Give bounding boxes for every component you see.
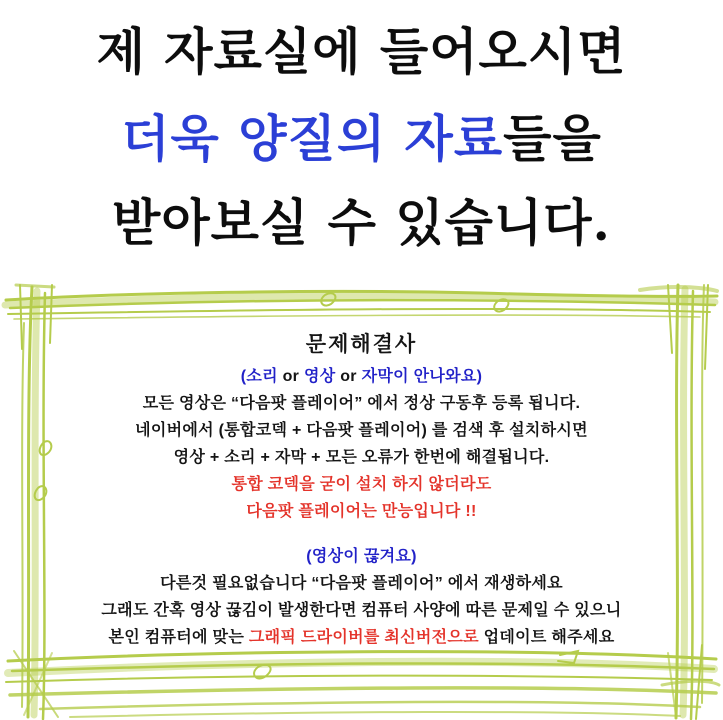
section2-line-3-highlight: 그래픽 드라이버를 최신버전으로: [248, 629, 479, 646]
section1-subtitle-or1: or: [282, 368, 300, 385]
header-line-1: 제 자료실에 들어오시면: [96, 22, 627, 81]
section1-subtitle-or2: or: [340, 368, 357, 385]
section1-subtitle-part3: 자막이 안나와요): [356, 368, 483, 385]
section1-line-1: 모든 영상은 “다음팟 플레이어” 에서 정상 구동후 등록 됩니다.: [142, 395, 581, 412]
notice-box: [0, 283, 723, 720]
section1-line-3: 영상 + 소리 + 자막 + 모든 오류가 한번에 해결됩니다.: [173, 449, 550, 466]
notice-content: [55, 333, 668, 651]
header-line-2-highlight: 더욱 양질의 자료: [121, 108, 504, 168]
header-line-3: 받아보실 수 있습니다.: [112, 193, 611, 252]
section2-line-3: [55, 624, 668, 651]
header-line-2-tail: 들을: [503, 108, 602, 168]
section1-subtitle: [55, 363, 668, 390]
section2-line-2: 그래도 간혹 영상 끊김이 발생한다면 컴퓨터 사양에 따른 문제일 수 있으니: [101, 602, 622, 619]
section1-red-line-2: 다음팟 플레이어는 만능입니다 !!: [246, 503, 477, 520]
promo-header: [0, 0, 723, 250]
section1-line-2: 네이버에서 (통합코덱 + 다음팟 플레이어) 를 검색 후 설치하시면: [135, 422, 588, 439]
section1-red-line-1: 통합 코덱을 굳이 설치 하지 않더라도: [231, 476, 492, 493]
section2-line-1: 다른것 필요없습니다 “다음팟 플레이어” 에서 재생하세요: [160, 575, 563, 592]
header-line-2: [0, 108, 723, 168]
section1-subtitle-part1: (소리: [240, 368, 283, 385]
section2-line-3-suffix: 업데이트 해주세요: [478, 629, 615, 646]
section2-subtitle: (영상이 끊겨요): [306, 548, 417, 565]
notice-title: 문제해결사: [305, 333, 418, 356]
section2-line-3-prefix: 본인 컴퓨터에 맞는: [108, 629, 249, 646]
section1-subtitle-part2: 영상: [299, 368, 341, 385]
